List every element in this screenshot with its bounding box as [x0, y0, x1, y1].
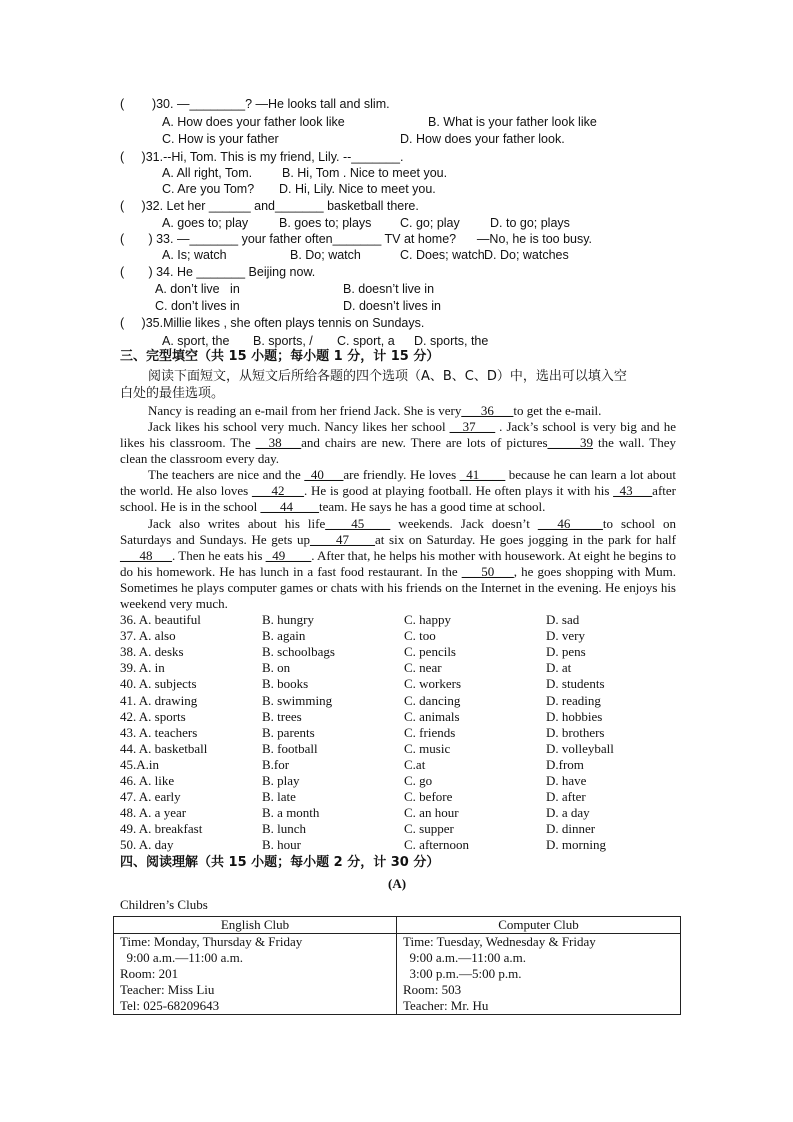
passage-text: . Jack’s school is very big and he likes his classroom. The	[120, 419, 676, 451]
option-d: D. doesn’t lives in	[343, 299, 441, 313]
choice-row-38-c: C. pencils	[404, 644, 456, 659]
choice-row-36-d: D. sad	[546, 612, 580, 627]
choice-row-43-d: D. brothers	[546, 725, 605, 740]
choice-row-47-d: D. after	[546, 789, 586, 804]
passage-text: at six on Saturday. He goes jogging in the park for half	[374, 532, 676, 548]
option-b: B. What is your father look like	[428, 115, 597, 129]
blank-48: ___48___	[120, 548, 172, 564]
option-c: C. sport, a	[337, 334, 395, 348]
option-d: D. Do; watches	[484, 248, 569, 262]
option-a: A. don’t live in	[155, 282, 240, 296]
section-instruction: 阅读下面短文，从短文后所给各题的四个选项（A、B、C、D）中，选出可以填入空	[148, 369, 627, 384]
choice-row-49-a: 49. A. breakfast	[120, 821, 203, 836]
question-stem: ( )35.Millie likes , she often plays tennis on Sundays.	[120, 316, 425, 330]
passage-text: the wall. They clean the classroom every day.	[120, 435, 676, 467]
detail-line: Time: Tuesday, Wednesday & Friday	[403, 934, 596, 949]
passage-text: . He is good at playing football. He often plays it with his	[303, 483, 614, 499]
choice-row-36-c: C. happy	[404, 612, 451, 627]
passage-paragraph-3	[120, 467, 676, 515]
blank-37: __37___	[449, 419, 496, 434]
option-b: B. sports, /	[253, 334, 313, 348]
detail-line: 9:00 a.m.—11:00 a.m.	[403, 950, 527, 965]
choice-row-43-b: B. parents	[262, 725, 315, 740]
blank-41: _41____	[459, 467, 506, 482]
choice-row-41-a: 41. A. drawing	[120, 693, 198, 708]
choice-row-48-d: D. a day	[546, 805, 590, 820]
choice-row-49-d: D. dinner	[546, 821, 596, 836]
choice-row-36-a: 36. A. beautiful	[120, 612, 201, 627]
choice-row-40-b: B. books	[262, 676, 309, 691]
choice-row-49-b: B. lunch	[262, 821, 307, 836]
choice-row-36-b: B. hungry	[262, 612, 314, 627]
blank-39: _____39	[547, 435, 594, 451]
blank-46: ___46_____	[537, 516, 603, 531]
blank-45: ____45____	[325, 516, 391, 531]
choice-row-48-a: 48. A. a year	[120, 805, 187, 820]
blank-38: __38___	[255, 435, 302, 451]
passage-paragraph-1	[120, 403, 676, 419]
question-stem: ( ) 34. He _______ Beijing now.	[120, 265, 316, 279]
choice-row-46-b: B. play	[262, 773, 300, 788]
option-d: D. How does your father look.	[400, 132, 565, 146]
option-c: C. How is your father	[162, 132, 279, 146]
option-a: A. Is; watch	[162, 248, 227, 262]
choice-row-45-d: D.from	[546, 757, 584, 772]
section-heading-cloze: 三、完型填空（共 15 小题；每小题 1 分，计 15 分）	[120, 349, 440, 364]
choice-row-37-a: 37. A. also	[120, 628, 176, 643]
english-club-details	[114, 934, 397, 1015]
choice-row-48-c: C. an hour	[404, 805, 459, 820]
choice-row-38-a: 38. A. desks	[120, 644, 184, 659]
choice-row-38-d: D. pens	[546, 644, 586, 659]
choice-row-49-c: C. supper	[404, 821, 454, 836]
choice-row-39-d: D. at	[546, 660, 572, 675]
choice-row-38-b: B. schoolbags	[262, 644, 335, 659]
detail-line: Room: 503	[403, 982, 462, 997]
blank-49: _49____	[265, 548, 312, 564]
choice-row-45-c: C.at	[404, 757, 426, 772]
choice-row-39-c: C. near	[404, 660, 442, 675]
option-b: B. Hi, Tom . Nice to meet you.	[282, 166, 448, 180]
choice-row-42-c: C. animals	[404, 709, 460, 724]
blank-40: _40___	[304, 467, 344, 482]
blank-36: ___36___	[461, 403, 514, 418]
choice-row-40-d: D. students	[546, 676, 605, 691]
detail-line: Teacher: Mr. Hu	[403, 998, 489, 1013]
choice-row-47-a: 47. A. early	[120, 789, 181, 804]
option-b: B. goes to; plays	[279, 216, 372, 230]
blank-47: ____47____	[309, 532, 375, 548]
passage-text: The teachers are nice and the	[148, 467, 305, 482]
option-b: B. Do; watch	[290, 248, 361, 262]
option-a: A. How does your father look like	[162, 115, 345, 129]
passage-text: because he can learn a lot about the world. He also loves	[120, 467, 676, 499]
question-stem: ( ) 33. —_______ your father often_______ TV at home? —No, he is too busy.	[120, 232, 593, 246]
choice-row-40-c: C. workers	[404, 676, 462, 691]
choice-row-46-a: 46. A. like	[120, 773, 175, 788]
detail-line: Time: Monday, Thursday & Friday	[120, 934, 303, 949]
choice-row-45-a: 45.A.in	[120, 757, 159, 772]
choice-row-47-c: C. before	[404, 789, 453, 804]
option-c: C. don’t lives in	[155, 299, 240, 313]
option-c: C. go; play	[400, 216, 460, 230]
choice-row-47-b: B. late	[262, 789, 296, 804]
choice-row-43-a: 43. A. teachers	[120, 725, 198, 740]
choice-row-46-c: C. go	[404, 773, 433, 788]
choice-row-42-b: B. trees	[262, 709, 302, 724]
passage-text: are friendly. He loves	[343, 467, 460, 482]
detail-line: Tel: 025-68209643	[120, 998, 220, 1013]
choice-row-40-a: 40. A. subjects	[120, 676, 197, 691]
choice-row-45-b: B.for	[262, 757, 290, 772]
option-a: A. sport, the	[162, 334, 230, 348]
english-club-header: English Club	[114, 917, 397, 934]
choice-row-37-d: D. very	[546, 628, 585, 643]
blank-43: _43___	[613, 483, 653, 499]
question-stem: ( )32. Let her ______ and_______ basketball there.	[120, 199, 419, 213]
choice-row-44-a: 44. A. basketball	[120, 741, 208, 756]
computer-club-details	[397, 934, 681, 1015]
choice-row-48-b: B. a month	[262, 805, 320, 820]
passage-text: . After that, he helps his mother with housework. At eight he begins to do his homework. He has lunch in a fast food restaurant. In the	[120, 548, 676, 580]
choice-row-46-d: D. have	[546, 773, 587, 788]
choice-row-44-d: D. volleyball	[546, 741, 614, 756]
section-instruction-cont: 白处的最佳选项。	[120, 386, 225, 401]
section-heading-reading: 四、阅读理解（共 15 小题；每小题 2 分，计 30 分）	[120, 855, 440, 870]
detail-line: Room: 201	[120, 966, 179, 981]
choice-row-43-c: C. friends	[404, 725, 456, 740]
passage-text: Jack also writes about his life	[148, 516, 326, 531]
choice-row-41-c: C. dancing	[404, 693, 461, 708]
choice-row-37-c: C. too	[404, 628, 436, 643]
option-d: D. to go; plays	[490, 216, 570, 230]
question-stem: ( )30. —________? —He looks tall and slim.	[120, 97, 390, 111]
choice-row-42-a: 42. A. sports	[120, 709, 186, 724]
option-c: C. Does; watch	[400, 248, 485, 262]
question-stem: ( )31.--Hi, Tom. This is my friend, Lily. --_______.	[120, 150, 404, 164]
passage-text: to school on Saturdays and Sundays. He gets up	[120, 516, 676, 548]
detail-line: Teacher: Miss Liu	[120, 982, 215, 997]
passage-text: team. He says he has a good time at school.	[318, 499, 546, 515]
passage-text: Jack likes his school very much. Nancy likes her school	[148, 419, 450, 434]
option-b: B. doesn’t live in	[343, 282, 435, 296]
option-c: C. Are you Tom?	[162, 182, 255, 196]
option-a: A. goes to; play	[162, 216, 249, 230]
option-d: D. Hi, Lily. Nice to meet you.	[279, 182, 436, 196]
clubs-table	[113, 916, 681, 1015]
choice-row-44-b: B. football	[262, 741, 318, 756]
passage-paragraph-4	[120, 516, 676, 613]
passage-text: , he goes shopping with Mum. Sometimes he plays computer games or chats with his friends on the Internet in the evening. He enjoys his weekend very much.	[120, 564, 676, 612]
detail-line: 3:00 p.m.—5:00 p.m.	[403, 966, 522, 981]
table-title: Children’s Clubs	[120, 897, 208, 912]
choice-row-50-d: D. morning	[546, 837, 606, 852]
choice-row-42-d: D. hobbies	[546, 709, 603, 724]
option-a: A. All right, Tom.	[162, 166, 253, 180]
choice-row-41-b: B. swimming	[262, 693, 333, 708]
passage-text: weekends. Jack doesn’t	[390, 516, 538, 531]
computer-club-header: Computer Club	[397, 917, 681, 934]
passage-text: Nancy is reading an e-mail from her friend Jack. She is very	[148, 403, 462, 418]
passage-text: and chairs are new. There are lots of pictures	[301, 435, 548, 451]
choice-row-39-b: B. on	[262, 660, 291, 675]
part-label: (A)	[388, 876, 407, 891]
choice-row-44-c: C. music	[404, 741, 451, 756]
blank-44: ___44____	[260, 499, 319, 515]
passage-paragraph-2	[120, 419, 676, 467]
option-d: D. sports, the	[414, 334, 489, 348]
choice-row-37-b: B. again	[262, 628, 306, 643]
blank-42: ___42___	[251, 483, 304, 499]
choice-row-39-a: 39. A. in	[120, 660, 165, 675]
choice-row-50-b: B. hour	[262, 837, 301, 852]
passage-text: to get the e-mail.	[513, 403, 602, 418]
choice-row-50-c: C. afternoon	[404, 837, 469, 852]
passage-text: after school. He is in the school	[120, 483, 676, 515]
blank-50: ___50___	[461, 564, 514, 580]
detail-line: 9:00 a.m.—11:00 a.m.	[120, 950, 244, 965]
choice-row-41-d: D. reading	[546, 693, 601, 708]
choice-row-50-a: 50. A. day	[120, 837, 174, 852]
passage-text: . Then he eats his	[172, 548, 266, 564]
